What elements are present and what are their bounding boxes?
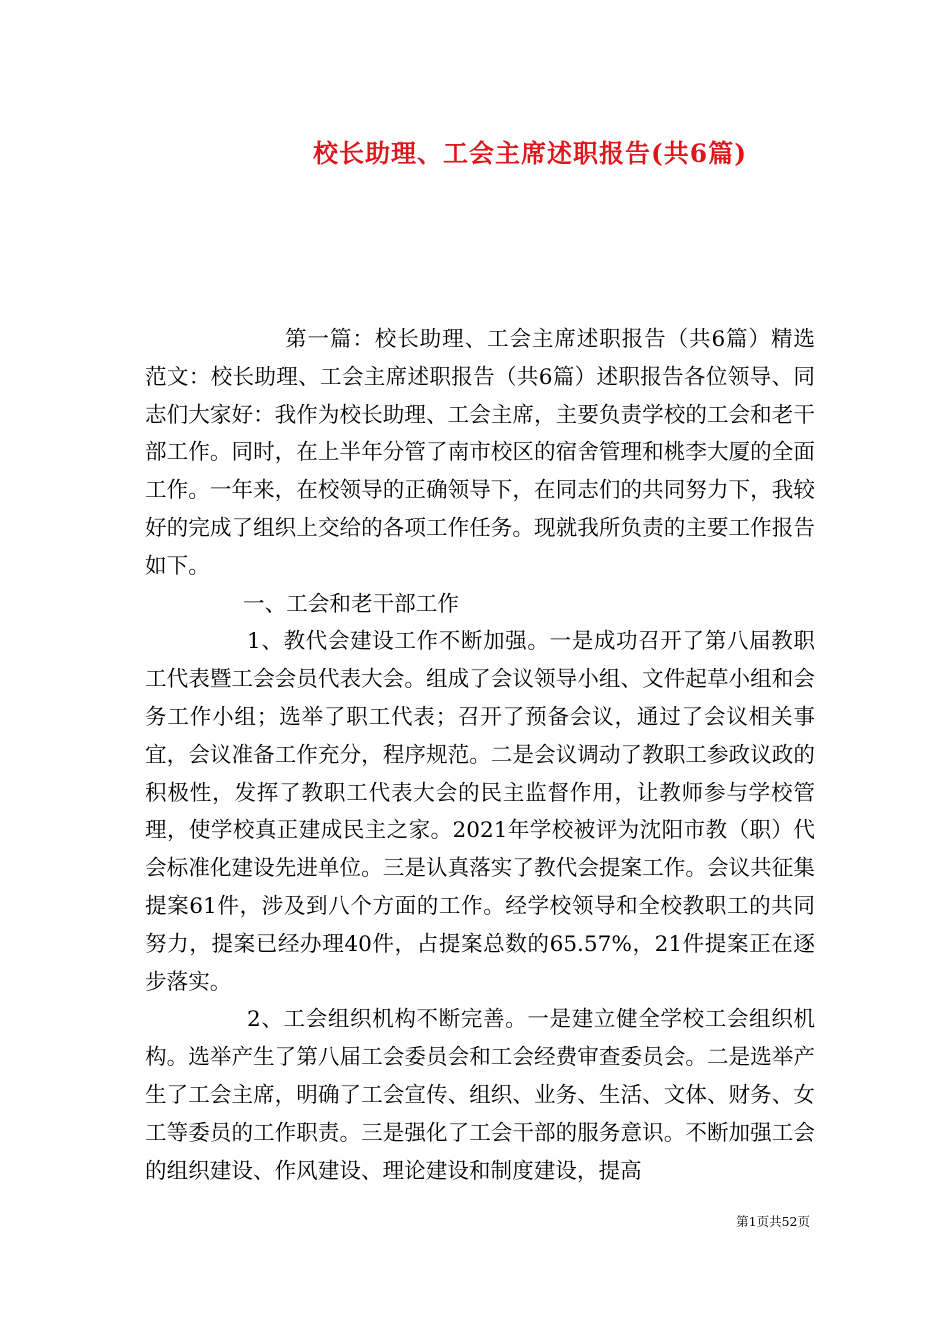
paragraph-item-2: 2、工会组织机构不断完善。一是建立健全学校工会组织机构。选举产生了第八届工会委员会和工会经费审查委员会。二是选举产生了工会主席，明确了工会宣传、组织、业务、生活、文体、财务、女工等委员的工作职责。三是强化了工会干部的服务意识。不断加强工会的组织建设、作风建设、理论建设和制度建设，提高 bbox=[145, 1007, 815, 1184]
paragraph-intro: 第一篇：校长助理、工会主席述职报告（共6篇）精选范文：校长助理、工会主席述职报告（共6篇）述职报告各位领导、同志们大家好：我作为校长助理、工会主席，主要负责学校的工会和老干部工作。同时，在上半年分管了南市校区的宿舍管理和桃李大厦的全面工作。一年来，在校领导的正确领导下，在同志们的共同努力下，我较好的完成了组织上交给的各项工作任务。现就我所负责的主要工作报告如下。 bbox=[145, 327, 815, 579]
document-title: 校长助理、工会主席述职报告(共6篇) bbox=[312, 139, 748, 168]
paragraph-item-1: 1、教代会建设工作不断加强。一是成功召开了第八届教职工代表暨工会会员代表大会。组成了会议领导小组、文件起草小组和会务工作小组；选举了职工代表；召开了预备会议，通过了会议相关事宜，会议准备工作充分，程序规范。二是会议调动了教职工参政议政的积极性，发挥了教职工代表大会的民主监督作用，让教师参与学校管理，使学校真正建成民主之家。2021年学校被评为沈阳市教（职）代会标准化建设先进单位。三是认真落实了教代会提案工作。会议共征集提案61件，涉及到八个方面的工作。经学校领导和全校教职工的共同努力，提案已经办理40件，占提案总数的65.57%，21件提案正在逐步落实。 bbox=[145, 629, 815, 995]
document-body bbox=[145, 321, 815, 1190]
page-number: 第1页共52页 bbox=[736, 1214, 810, 1229]
section-heading: 一、工会和老干部工作 bbox=[243, 591, 459, 617]
